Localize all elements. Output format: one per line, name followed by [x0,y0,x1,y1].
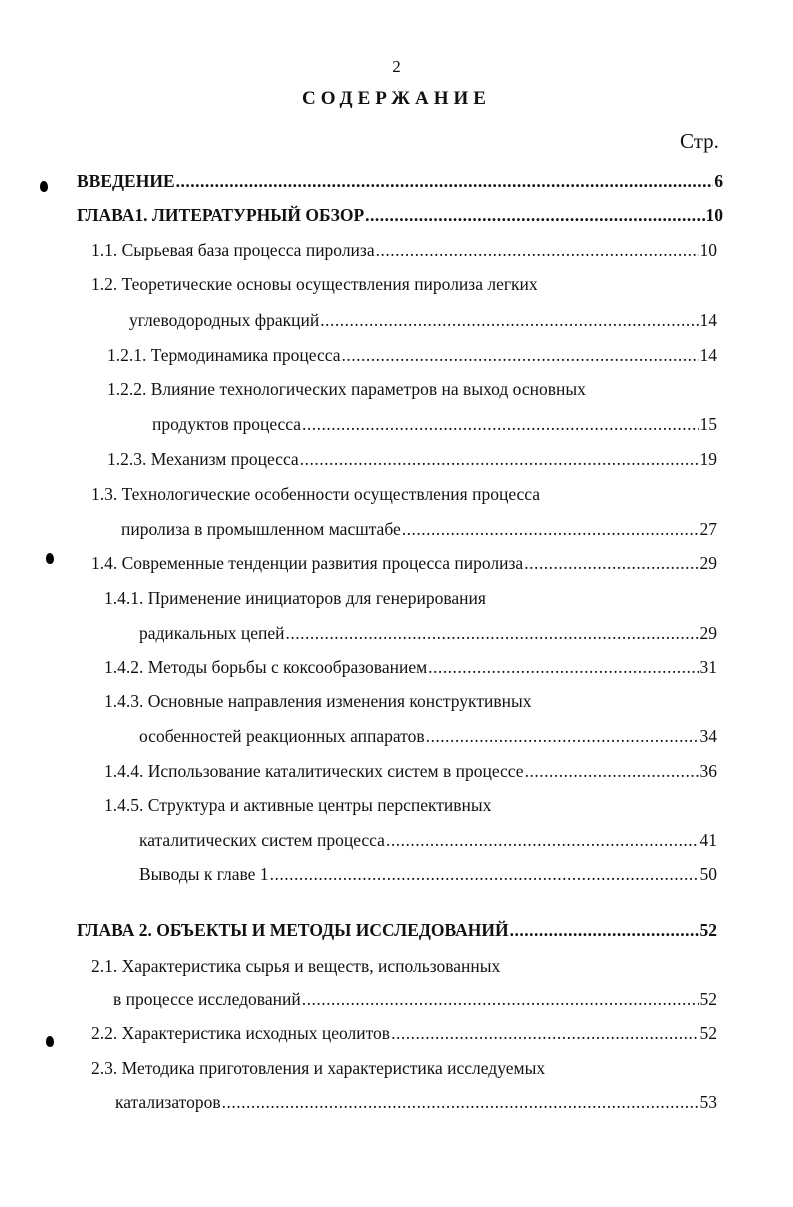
toc-entry-1-4-5-line1: 1.4.5. Структура и активные центры перспективных [104,795,492,815]
toc-entry-1-4-2 [104,656,717,678]
toc-entry-page: 52 [699,989,717,1009]
scan-blot [40,181,48,192]
toc-entry-text: 1.4.2. Методы борьбы с коксообразованием [104,657,428,677]
toc-entry-text: 1.4. Современные тенденции развития процесса пиролиза [91,553,524,573]
toc-entry-2-1 [113,988,717,1010]
toc-entry-page: 34 [699,726,717,746]
toc-entry-text: ВВЕДЕНИЕ [77,171,175,191]
toc-entry-text: радикальных цепей [139,623,285,643]
leader-dots [302,413,698,435]
page-number: 2 [392,57,401,76]
leader-dots [386,829,699,851]
toc-entry-introduction [77,170,723,192]
toc-entry-text: катализаторов [115,1092,221,1112]
toc-entry-page: 14 [699,345,717,365]
leader-dots [302,988,699,1010]
toc-entry-1-4-1 [139,622,717,644]
toc-entry-text: пиролиза в промышленном масштабе [121,519,401,539]
leader-dots [426,725,699,747]
toc-entry-text: 2.2. Характеристика исходных цеолитов [91,1023,391,1043]
toc-entry-text: в процессе исследований [113,989,301,1009]
toc-entry-page: 6 [714,171,723,191]
leader-dots [270,863,699,885]
toc-entry-page: 53 [699,1092,717,1112]
toc-entry-2-1-line1: 2.1. Характеристика сырья и веществ, использованных [91,956,501,976]
toc-entry-text: продуктов процесса [152,414,302,434]
toc-entry-1-4-1-line1: 1.4.1. Применение инициаторов для генерирования [104,588,486,608]
toc-entry-page: 19 [699,449,717,469]
leader-dots [510,919,699,941]
document-title: СОДЕРЖАНИЕ [302,88,491,109]
leader-dots [222,1091,699,1113]
toc-entry-page: 10 [705,205,723,225]
toc-entry-1-1 [91,239,717,261]
toc-entry-page: 10 [699,240,717,260]
leader-dots [524,552,698,574]
toc-entry-chapter-2 [77,919,717,941]
toc-entry-1-3 [121,518,717,540]
toc-entry-1-2-2-line1: 1.2.2. Влияние технологических параметров на выход основных [107,379,586,399]
toc-entry-1-2 [129,309,717,331]
toc-entry-text: 1.2.1. Термодинамика процесса [107,345,341,365]
toc-entry-text: 1.1. Сырьевая база процесса пиролиза [91,240,375,260]
toc-entry-conclusions-1 [139,863,717,885]
toc-entry-page: 27 [699,519,717,539]
toc-entry-text: особенностей реакционных аппаратов [139,726,425,746]
leader-dots [300,448,699,470]
toc-entry-page: 31 [699,657,717,677]
toc-entry-1-4-3-line1: 1.4.3. Основные направления изменения конструктивных [104,691,532,711]
toc-entry-page: 50 [699,864,717,884]
toc-entry-1-4 [91,552,717,574]
toc-entry-2-2 [91,1022,717,1044]
toc-entry-1-4-4 [104,760,717,782]
leader-dots [525,760,699,782]
toc-entry-page: 29 [699,553,717,573]
toc-entry-2-3-line1: 2.3. Методика приготовления и характеристика исследуемых [91,1058,546,1078]
toc-entry-page: 29 [699,623,717,643]
leader-dots [428,656,698,678]
page-column-label: Стр. [680,129,719,153]
scan-blot [46,553,54,564]
toc-entry-1-2-1 [107,344,717,366]
toc-entry-text: ГЛАВА1. ЛИТЕРАТУРНЫЙ ОБЗОР [77,205,365,225]
toc-entry-1-4-3 [139,725,717,747]
toc-entry-1-2-3 [107,448,717,470]
leader-dots [176,170,714,192]
toc-entry-page: 36 [699,761,717,781]
toc-entry-1-2-2 [152,413,717,435]
toc-entry-2-3 [115,1091,717,1113]
leader-dots [320,309,698,331]
leader-dots [391,1022,698,1044]
leader-dots [286,622,699,644]
toc-entry-1-2-line1: 1.2. Теоретические основы осуществления пиролиза легких [91,274,538,294]
toc-entry-text: углеводородных фракций [129,310,320,330]
leader-dots [402,518,699,540]
toc-entry-page: 41 [699,830,717,850]
toc-entry-text: 1.4.4. Использование каталитических систем в процессе [104,761,524,781]
toc-entry-page: 52 [699,1023,717,1043]
leader-dots [376,239,699,261]
toc-entry-page: 52 [699,920,717,940]
toc-entry-text: каталитических систем процесса [139,830,385,850]
toc-entry-text: Выводы к главе 1 [139,864,269,884]
leader-dots [342,344,699,366]
toc-entry-page: 15 [699,414,717,434]
toc-entry-1-4-5 [139,829,717,851]
toc-entry-1-3-line1: 1.3. Технологические особенности осуществления процесса [91,484,541,504]
toc-entry-page: 14 [699,310,717,330]
toc-entry-chapter-1 [77,204,723,226]
toc-entry-text: ГЛАВА 2. ОБЪЕКТЫ И МЕТОДЫ ИССЛЕДОВАНИЙ [77,920,509,940]
leader-dots [365,204,704,226]
scan-blot [46,1036,54,1047]
toc-entry-text: 1.2.3. Механизм процесса [107,449,299,469]
